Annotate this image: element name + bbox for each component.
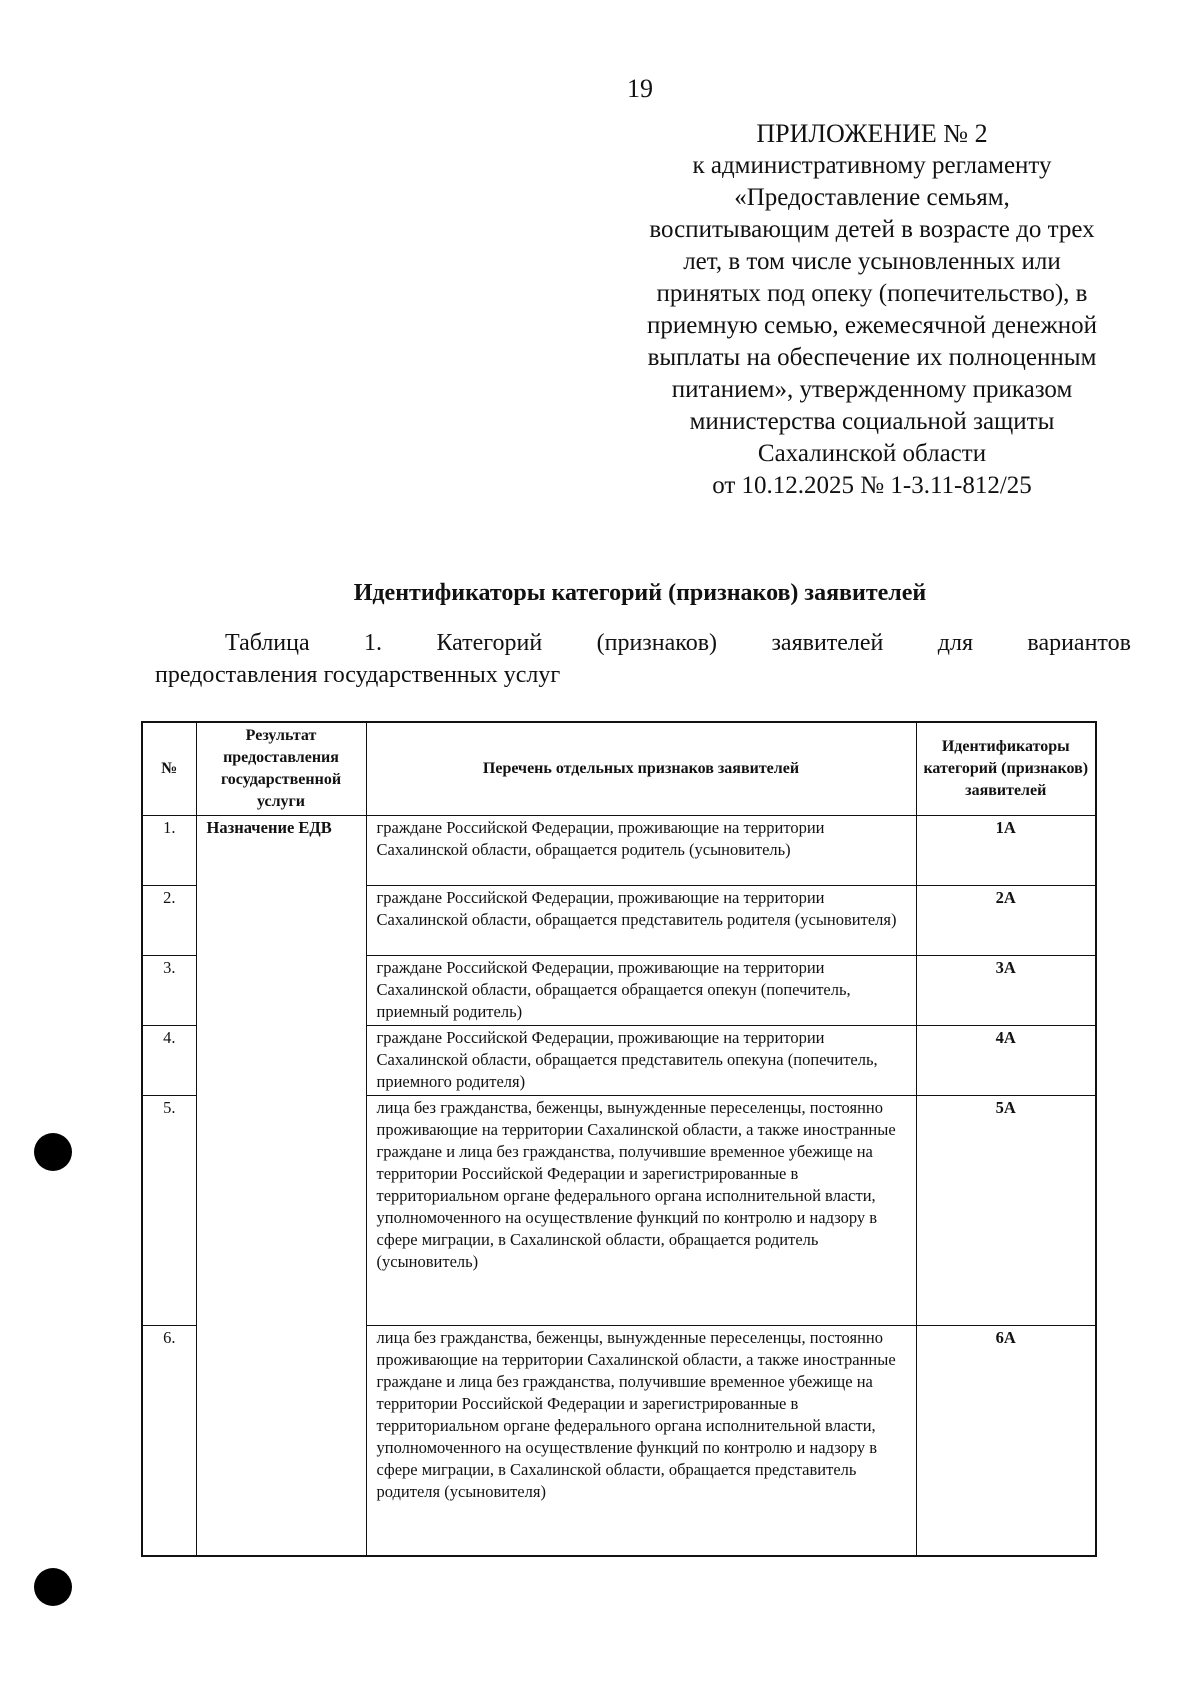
row-identifier: 2А: [916, 886, 1096, 956]
caption-line-2: предоставления государственных услуг: [155, 662, 561, 688]
row-signs: лица без гражданства, беженцы, вынужденные переселенцы, постоянно проживающие на территории Сахалинской области, а также иностранные граждане и лица без гражданства, получившие временное убежище на территории Российской Федерации и зарегистрированные в территориальном органе федерального органа исполнительной власти, уполномоченного на осуществление функций по контролю и надзору в сфере миграции, в Сахалинской области, обращается родитель (усыновитель): [366, 1096, 916, 1326]
row-signs: граждане Российской Федерации, проживающие на территории Сахалинской области, обращается представитель родителя (усыновителя): [366, 886, 916, 956]
row-identifier: 3А: [916, 956, 1096, 1026]
row-signs: лица без гражданства, беженцы, вынужденные переселенцы, постоянно проживающие на территории Сахалинской области, а также иностранные граждане и лица без гражданства, получившие временное убежище на территории Российской Федерации и зарегистрированные в территориальном органе федерального органа исполнительной власти, уполномоченного на осуществление функций по контролю и надзору в сфере миграции, в Сахалинской области, обращается представитель родителя (усыновителя): [366, 1326, 916, 1556]
row-identifier: 1А: [916, 816, 1096, 886]
row-signs: граждане Российской Федерации, проживающие на территории Сахалинской области, обращается родитель (усыновитель): [366, 816, 916, 886]
caption-word: (признаков): [596, 630, 718, 656]
caption-word: заявителей: [771, 630, 884, 656]
table-caption: [155, 627, 1131, 691]
binder-hole-mark: [34, 1133, 72, 1171]
row-number: 6.: [142, 1326, 196, 1556]
caption-word: Категорий: [436, 630, 543, 656]
appendix-line: принятых под опеку (попечительство), в: [656, 280, 1088, 307]
caption-word: Таблица: [225, 630, 310, 656]
row-number: 1.: [142, 816, 196, 886]
caption-word: 1.: [364, 630, 383, 656]
appendix-line: выплаты на обеспечение их полноценным: [647, 344, 1097, 371]
document-heading: Идентификаторы категорий (признаков) заявителей: [353, 580, 927, 606]
table-row: [142, 816, 1096, 886]
appendix-title: ПРИЛОЖЕНИЕ № 2: [756, 119, 988, 148]
row-identifier: 6А: [916, 1326, 1096, 1556]
header-signs: Перечень отдельных признаков заявителей: [366, 722, 916, 816]
appendix-line: министерства социальной защиты: [689, 408, 1055, 435]
appendix-line: воспитывающим детей в возрасте до трех: [649, 216, 1095, 243]
binder-hole-mark: [34, 1568, 72, 1606]
caption-word: для: [937, 630, 974, 656]
appendix-block: [612, 118, 1132, 502]
appendix-line: питанием», утвержденному приказом: [671, 376, 1073, 403]
page-number: 19: [627, 74, 653, 103]
appendix-line: от 10.12.2025 № 1-3.11-812/25: [712, 472, 1032, 499]
row-identifier: 5А: [916, 1096, 1096, 1326]
row-signs: граждане Российской Федерации, проживающие на территории Сахалинской области, обращается представитель опекуна (попечитель, приемного родителя): [366, 1026, 916, 1096]
appendix-line: к административному регламенту: [692, 152, 1052, 179]
header-identifiers: Идентификаторы категорий (признаков) заявителей: [916, 722, 1096, 816]
table-header-row: [142, 722, 1096, 816]
appendix-line: лет, в том числе усыновленных или: [683, 248, 1061, 275]
header-result: Результат предоставления государственной услуги: [196, 722, 366, 816]
row-signs: граждане Российской Федерации, проживающие на территории Сахалинской области, обращается обращается опекун (попечитель, приемный родитель): [366, 956, 916, 1026]
row-number: 2.: [142, 886, 196, 956]
applicant-categories-table: [141, 721, 1097, 1557]
row-number: 5.: [142, 1096, 196, 1326]
row-identifier: 4А: [916, 1026, 1096, 1096]
header-number: №: [142, 722, 196, 816]
appendix-line: приемную семью, ежемесячной денежной: [646, 312, 1098, 339]
row-number: 4.: [142, 1026, 196, 1096]
caption-word: вариантов: [1027, 630, 1131, 656]
appendix-line: «Предоставление семьям,: [734, 184, 1010, 211]
appendix-line: Сахалинской области: [757, 440, 987, 467]
result-cell: Назначение ЕДВ: [196, 816, 366, 1556]
row-number: 3.: [142, 956, 196, 1026]
